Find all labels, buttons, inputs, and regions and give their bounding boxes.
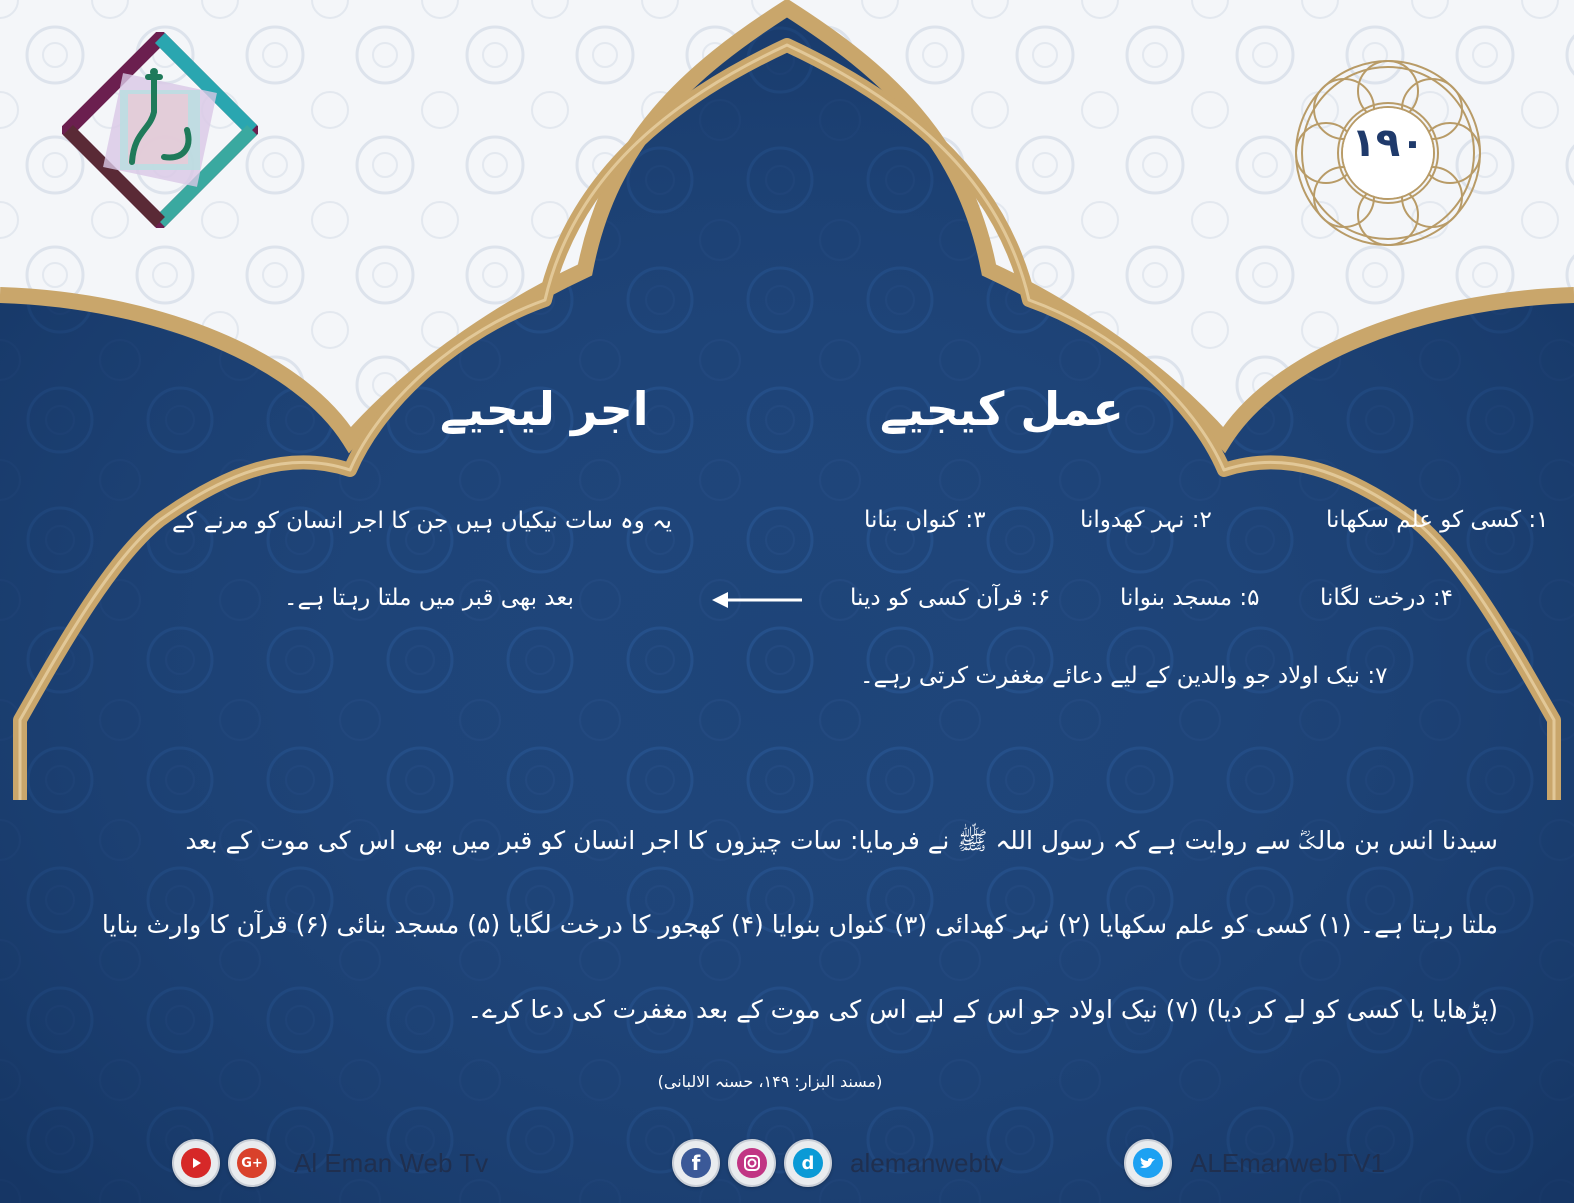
hadith-line-2: ملتا رہتا ہے۔ (۱) کسی کو علم سکھایا (۲) نہر کھدائی (۳) کنواں بنوایا (۴) کھجور کا درخت لگایا (۵) مسجد بنائی (۶) قرآن کا وارث بنایا xyxy=(101,910,1498,939)
reward-line-2: بعد بھی قبر میں ملتا رہتا ہے۔ xyxy=(284,585,574,611)
deed-7: ۷: نیک اولاد جو والدین کے لیے دعائے مغفرت کرتی رہے۔ xyxy=(860,663,1388,689)
footer-group-twitter xyxy=(1124,1140,1385,1186)
hadith-line-1: سیدنا انس بن مالکؓ سے روایت ہے کہ رسول اللہ ﷺ نے فرمایا: سات چیزوں کا اجر انسان کو قبر میں بھی اس کی موت کے بعد xyxy=(185,826,1498,855)
deed-4: ۴: درخت لگانا xyxy=(1320,585,1454,611)
footer-channel-name[interactable]: Al Eman Web Tv xyxy=(294,1147,489,1178)
al-eman-logo xyxy=(62,32,258,228)
deed-5: ۵: مسجد بنوانا xyxy=(1120,585,1260,611)
footer-group-fb-insta-dm xyxy=(672,1140,1003,1186)
heading-ajr: اجر لیجیے xyxy=(440,382,649,436)
reward-line-1: یہ وہ سات نیکیاں ہیں جن کا اجر انسان کو مرنے کے xyxy=(172,508,672,534)
deed-2: ۲: نہر کھدوانا xyxy=(1080,507,1212,533)
facebook-icon[interactable]: f xyxy=(672,1139,720,1187)
heading-amal: عمل کیجیے xyxy=(880,382,1124,436)
arrow-left-icon xyxy=(712,588,804,612)
instagram-icon[interactable] xyxy=(728,1139,776,1187)
deed-6: ۶: قرآن کسی کو دینا xyxy=(850,585,1051,611)
hadith-line-3: (پڑھایا یا کسی کو لے کر دیا) (۷) نیک اولاد جو اس کے لیے اس کی موت کے بعد مغفرت کی دعا کرے۔ xyxy=(467,995,1498,1024)
footer-handle[interactable]: alemanwebtv xyxy=(850,1147,1004,1178)
footer-twitter-handle[interactable]: ALEmanwebTV1 xyxy=(1190,1147,1386,1178)
footer-group-youtube-google xyxy=(172,1140,488,1186)
deed-3: ۳: کنواں بنانا xyxy=(864,507,986,533)
twitter-icon[interactable] xyxy=(1124,1139,1172,1187)
dailymotion-icon[interactable]: d xyxy=(784,1139,832,1187)
medallion-number: ۱۹۰ xyxy=(1351,120,1425,166)
hadith-reference: (مسند البزار: ۱۴۹، حسنہ الالبانی) xyxy=(657,1072,883,1091)
google-plus-icon[interactable]: G+ xyxy=(228,1139,276,1187)
youtube-icon[interactable] xyxy=(172,1139,220,1187)
deed-1: ۱: کسی کو علم سکھانا xyxy=(1326,507,1549,533)
